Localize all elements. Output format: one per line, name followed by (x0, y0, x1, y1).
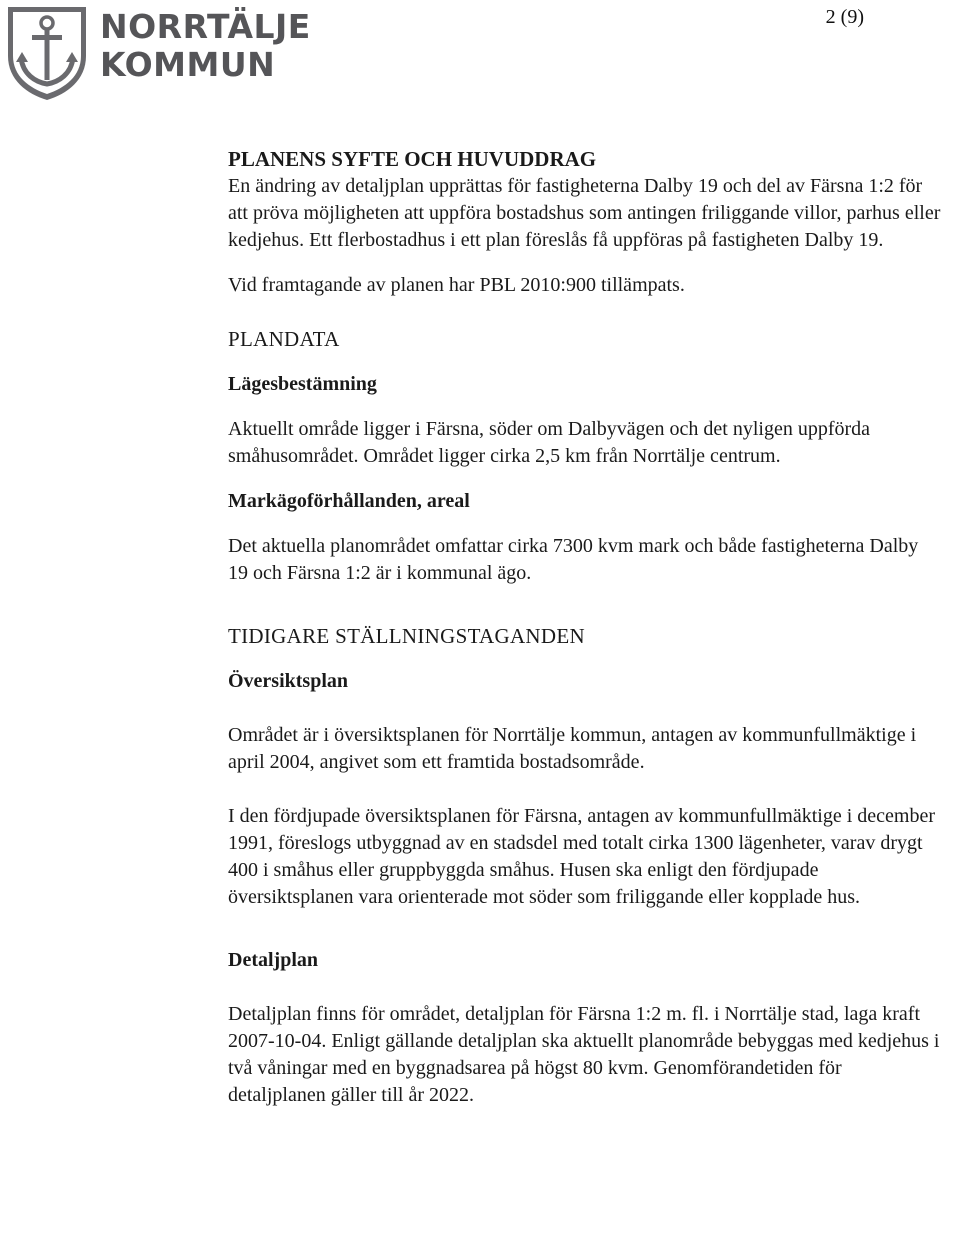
paragraph-lagesbestamning: Aktuellt område ligger i Färsna, söder om Dalbyvägen och det nyligen uppförda småhusområdet. Området ligger cirka 2,5 km från Norrtälje centrum. (228, 418, 871, 467)
municipality-logo (5, 4, 311, 102)
document-body (228, 146, 943, 1109)
subheading-detaljplan: Detaljplan (228, 949, 318, 971)
heading-planens-syfte: PLANENS SYFTE OCH HUVUDDRAG (228, 147, 597, 171)
page-number: 2 (9) (825, 6, 864, 28)
anchor-shield-icon (5, 4, 89, 102)
logo-line-1: NORRTÄLJE (100, 7, 311, 46)
paragraph-syfte-2: Vid framtagande av planen har PBL 2010:900 tillämpats. (228, 274, 685, 296)
paragraph-detaljplan: Detaljplan finns för området, detaljplan för Färsna 1:2 m. fl. i Norrtälje stad, laga kraft 2007-10-04. Enligt gällande detaljplan ska aktuellt planområde bebyggas med kedjehus i två våningar med en byggnadsarea på högst 80 kvm. Genomförandetiden för detaljplanen gäller till år 2022. (228, 1003, 940, 1106)
logo-wordmark (100, 8, 311, 84)
heading-tidigare-stallningstaganden: TIDIGARE STÄLLNINGSTAGANDEN (228, 624, 585, 648)
heading-plandata: PLANDATA (228, 327, 340, 351)
paragraph-oversiktsplan-1: Området är i översiktsplanen för Norrtälje kommun, antagen av kommunfullmäktige i april 2004, angivet som ett framtida bostadsområde. (228, 724, 917, 773)
subheading-lagesbestamning: Lägesbestämning (228, 373, 377, 395)
paragraph-syfte-1: En ändring av detaljplan upprättas för fastigheterna Dalby 19 och del av Färsna 1:2 för att pröva möjligheten att uppföra bostadshus som antingen friliggande villor, parhus eller kedjehus. Ett flerbostadhus i ett plan föreslås få uppföras på fastigheten Dalby 19. (228, 175, 941, 251)
paragraph-oversiktsplan-2: I den fördjupade översiktsplanen för Färsna, antagen av kommunfullmäktige i december 1991, föreslogs utbyggnad av en stadsdel med totalt cirka 1300 lägenheter, varav drygt 400 i småhus eller gruppbyggda småhus. Husen ska enligt den fördjupade översiktsplanen vara orienterade mot söder som friliggande eller kopplade hus. (228, 805, 935, 908)
logo-line-2: KOMMUN (100, 45, 276, 84)
subheading-oversiktsplan: Översiktsplan (228, 670, 349, 692)
subheading-markagoforhallanden: Markägoförhållanden, areal (228, 490, 470, 512)
paragraph-markagoforhallanden: Det aktuella planområdet omfattar cirka 7300 kvm mark och både fastigheterna Dalby 19 och Färsna 1:2 är i kommunal ägo. (228, 535, 919, 584)
